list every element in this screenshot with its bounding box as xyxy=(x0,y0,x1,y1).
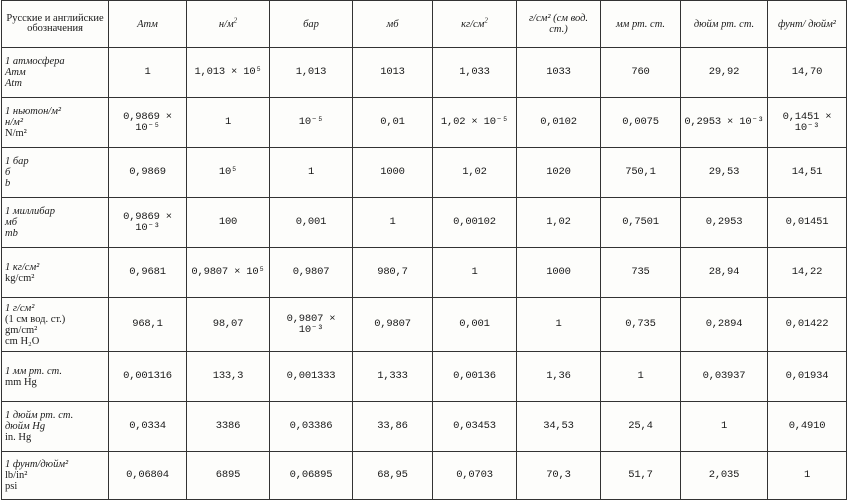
table-cell: 1 xyxy=(109,48,187,98)
col-header-mb: мб xyxy=(353,1,433,48)
table-row xyxy=(2,98,847,148)
table-cell: 980,7 xyxy=(353,248,433,298)
table-cell: 6895 xyxy=(187,452,270,500)
table-cell: 0,03937 xyxy=(681,352,768,402)
table-cell: 0,9807 × 10⁻³ xyxy=(270,298,353,352)
table-cell: 1013 xyxy=(353,48,433,98)
table-cell: 1,02 xyxy=(517,198,601,248)
table-cell: 14,22 xyxy=(768,248,847,298)
row-label-n-m2: 1 ньютон/м² н/м² N/m² xyxy=(2,98,109,148)
table-cell: 0,9807 xyxy=(270,248,353,298)
row-label-mm-hg: 1 мм рт. ст. mm Hg xyxy=(2,352,109,402)
table-cell: 14,51 xyxy=(768,148,847,198)
table-cell: 68,95 xyxy=(353,452,433,500)
table-cell: 1,013 × 10⁵ xyxy=(187,48,270,98)
table-cell: 0,4910 xyxy=(768,402,847,452)
table-cell: 0,0703 xyxy=(433,452,517,500)
table-cell: 0,9807 xyxy=(353,298,433,352)
row-label-g-cm2: 1 г/см² (1 см вод. ст.) gm/cm² cm H₂O xyxy=(2,298,109,352)
table-cell: 0,001333 xyxy=(270,352,353,402)
table-cell: 0,01 xyxy=(353,98,433,148)
table-row xyxy=(2,248,847,298)
table-cell: 1,36 xyxy=(517,352,601,402)
table-cell: 0,00102 xyxy=(433,198,517,248)
col-header-n-m2: $н/м^2$ xyxy=(187,1,270,48)
corner-header: Русские и английские обозначения xyxy=(2,1,109,48)
table-cell: 14,70 xyxy=(768,48,847,98)
table-cell: 1020 xyxy=(517,148,601,198)
table-cell: 0,001 xyxy=(433,298,517,352)
table-cell: 0,9869 xyxy=(109,148,187,198)
table-cell: 29,53 xyxy=(681,148,768,198)
table-row xyxy=(2,48,847,98)
table-cell: 1 xyxy=(187,98,270,148)
table-row xyxy=(2,452,847,500)
table-cell: 0,01451 xyxy=(768,198,847,248)
table-cell: 70,3 xyxy=(517,452,601,500)
table-cell: 735 xyxy=(601,248,681,298)
col-header-psi: фунт/ дюйм² xyxy=(768,1,847,48)
table-cell: 100 xyxy=(187,198,270,248)
table-cell: 0,2894 xyxy=(681,298,768,352)
table-cell: 10⁵ xyxy=(187,148,270,198)
table-cell: 0,001316 xyxy=(109,352,187,402)
table-cell: 29,92 xyxy=(681,48,768,98)
table-cell: 1 xyxy=(517,298,601,352)
table-cell: 0,9681 xyxy=(109,248,187,298)
table-cell: 1 xyxy=(433,248,517,298)
table-cell: 1000 xyxy=(517,248,601,298)
table-cell: 0,0075 xyxy=(601,98,681,148)
table-cell: 1 xyxy=(601,352,681,402)
col-header-in-hg: дюйм рт. ст. xyxy=(681,1,768,48)
table-cell: 25,4 xyxy=(601,402,681,452)
table-cell: 0,03386 xyxy=(270,402,353,452)
table-cell: 3386 xyxy=(187,402,270,452)
table-cell: 0,7501 xyxy=(601,198,681,248)
row-label-atm: 1 атмосфера Атм Atm xyxy=(2,48,109,98)
table-cell: 0,01934 xyxy=(768,352,847,402)
header-row xyxy=(2,1,847,48)
table-cell: 1,02 × 10⁻⁵ xyxy=(433,98,517,148)
table-cell: 0,2953 xyxy=(681,198,768,248)
row-label-kg-cm2: 1 кг/см² kg/cm² xyxy=(2,248,109,298)
table-cell: 34,53 xyxy=(517,402,601,452)
table-row xyxy=(2,198,847,248)
table-row xyxy=(2,298,847,352)
table-cell: 0,06804 xyxy=(109,452,187,500)
table-cell: 0,0334 xyxy=(109,402,187,452)
table-row xyxy=(2,402,847,452)
table-cell: 98,07 xyxy=(187,298,270,352)
table-cell: 10⁻⁵ xyxy=(270,98,353,148)
table-cell: 1 xyxy=(270,148,353,198)
table-cell: 1 xyxy=(768,452,847,500)
table-cell: 0,2953 × 10⁻³ xyxy=(681,98,768,148)
pressure-conversion-table xyxy=(1,0,847,500)
table-cell: 1 xyxy=(681,402,768,452)
table-cell: 2,035 xyxy=(681,452,768,500)
col-header-bar: бар xyxy=(270,1,353,48)
col-header-kg-cm2: $кг/см^2$ xyxy=(433,1,517,48)
table-row xyxy=(2,352,847,402)
table-cell: 133,3 xyxy=(187,352,270,402)
table-cell: 750,1 xyxy=(601,148,681,198)
table-cell: 33,86 xyxy=(353,402,433,452)
table-cell: 0,9869 × 10⁻⁵ xyxy=(109,98,187,148)
table-cell: 1,02 xyxy=(433,148,517,198)
table-cell: 1 xyxy=(353,198,433,248)
table-cell: 1033 xyxy=(517,48,601,98)
table-row xyxy=(2,148,847,198)
table-cell: 0,9807 × 10⁵ xyxy=(187,248,270,298)
table-cell: 0,01422 xyxy=(768,298,847,352)
table-cell: 1,333 xyxy=(353,352,433,402)
table-cell: 0,9869 × 10⁻³ xyxy=(109,198,187,248)
table-cell: 0,03453 xyxy=(433,402,517,452)
table-cell: 1,033 xyxy=(433,48,517,98)
col-header-atm: Атм xyxy=(109,1,187,48)
table-cell: 0,735 xyxy=(601,298,681,352)
row-label-bar: 1 бар б b xyxy=(2,148,109,198)
table-cell: 0,0102 xyxy=(517,98,601,148)
table-cell: 28,94 xyxy=(681,248,768,298)
col-header-g-cm2: г/см² (см вод. ст.) xyxy=(517,1,601,48)
table-cell: 0,001 xyxy=(270,198,353,248)
row-label-psi: 1 фунт/дюйм² lb/in² psi xyxy=(2,452,109,500)
col-header-mm-hg: мм рт. ст. xyxy=(601,1,681,48)
table-cell: 0,00136 xyxy=(433,352,517,402)
table-cell: 51,7 xyxy=(601,452,681,500)
row-label-mb: 1 миллибар мб mb xyxy=(2,198,109,248)
table-cell: 968,1 xyxy=(109,298,187,352)
table-cell: 1,013 xyxy=(270,48,353,98)
table-cell: 0,1451 × 10⁻³ xyxy=(768,98,847,148)
table-cell: 1000 xyxy=(353,148,433,198)
table-cell: 0,06895 xyxy=(270,452,353,500)
table-cell: 760 xyxy=(601,48,681,98)
row-label-in-hg: 1 дюйм рт. ст. дюйм Hg in. Hg xyxy=(2,402,109,452)
